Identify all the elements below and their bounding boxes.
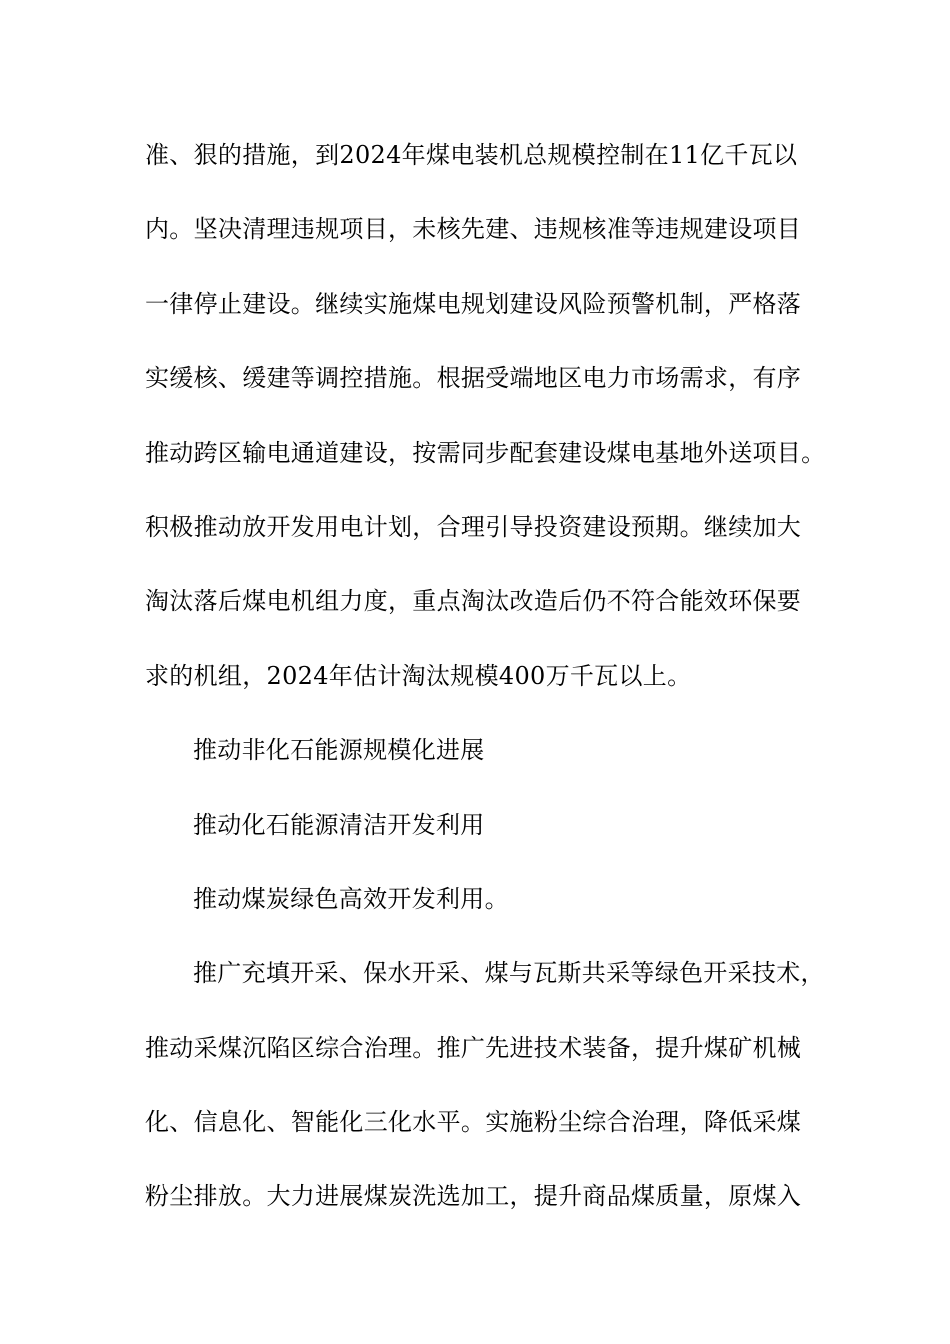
text-line: 内。坚决清理违规项目，未核先建、违规核准等违规建设项目 (145, 215, 802, 244)
text-line: 化、信息化、智能化三化水平。实施粉尘综合治理，降低采煤 (145, 1108, 802, 1137)
text-line: 准、狠的措施，到2024年煤电装机总规模控制在11亿千瓦以 (145, 141, 798, 169)
text-line: 推动跨区输电通道建设，按需同步配套建设煤电基地外送项目。 (145, 438, 826, 467)
section-heading: 推动化石能源清洁开发利用 (193, 810, 485, 839)
text-line: 实缓核、缓建等调控措施。根据受端地区电力市场需求，有序 (145, 364, 802, 393)
text-line: 推动采煤沉陷区综合治理。推广先进技术装备，提升煤矿机械 (145, 1033, 802, 1062)
section-heading: 推动非化石能源规模化进展 (193, 736, 485, 765)
text-line: 淘汰落后煤电机组力度，重点淘汰改造后仍不符合能效环保要 (145, 587, 802, 616)
text-line: 一律停止建设。继续实施煤电规划建设风险预警机制，严格落 (145, 289, 802, 318)
text-line: 积极推动放开发用电计划，合理引导投资建设预期。继续加大 (145, 512, 802, 541)
body-text (145, 128, 835, 1244)
text-line: 推广充填开采、保水开采、煤与瓦斯共采等绿色开采技术， (193, 959, 825, 988)
section-heading: 推动煤炭绿色高效开发利用。 (193, 884, 509, 913)
text-line: 粉尘排放。大力进展煤炭洗选加工，提升商品煤质量，原煤入 (145, 1182, 802, 1211)
text-line: 求的机组，2024年估计淘汰规模400万千瓦以上。 (145, 661, 692, 690)
